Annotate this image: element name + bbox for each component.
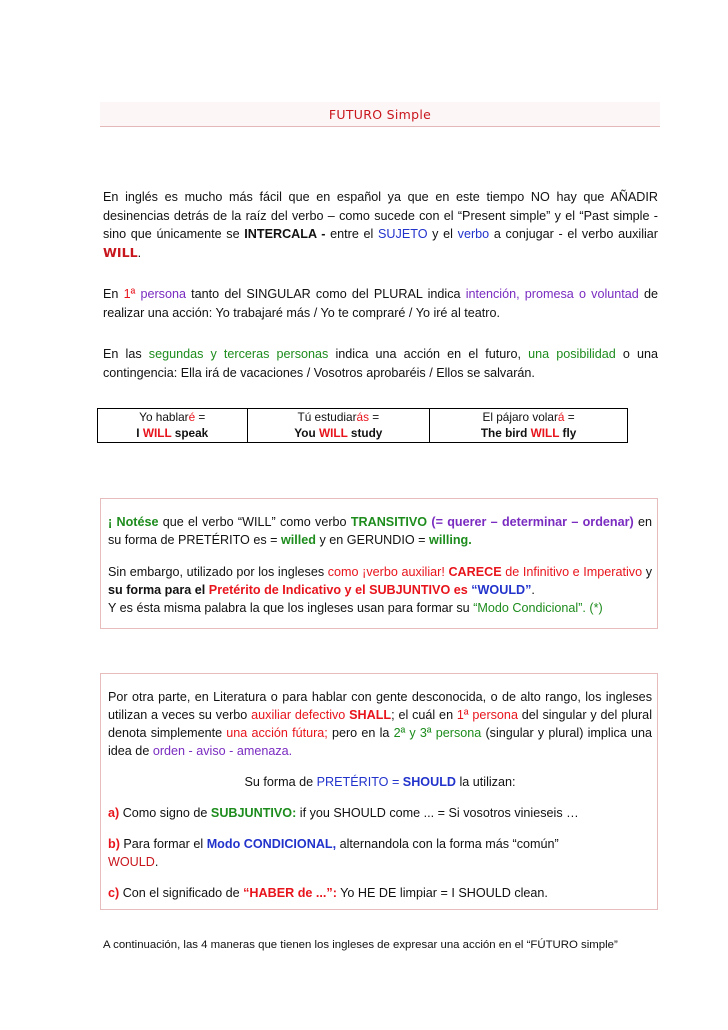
title-bar xyxy=(100,102,660,127)
first-person-paragraph: En 1ª persona tanto del SINGULAR como del PLURAL indica intención, promesa o voluntad de realizar una acción: Yo trabajaré más / Yo te compraré / Yo iré al teatro. xyxy=(103,287,658,320)
should-use-b: b) Para formar el Modo CONDICIONAL, alternandola con la forma más “común” WOULD. xyxy=(108,837,559,869)
second-third-person-paragraph: En las segundas y terceras personas indica una acción en el futuro, una posibilidad o una contingencia: Ella irá de vacaciones / Vosotros aprobaréis / Ellos se salvarán. xyxy=(103,347,659,380)
table-cell: El pájaro volará = The bird WILL fly xyxy=(430,409,628,443)
will-note-box xyxy=(100,498,658,629)
would-note: Sin embargo, utilizado por los ingleses como ¡verbo auxiliar! CARECE de Infinitivo e Imperativo y su forma para el Pretérito de Indicativo y el SUBJUNTIVO es “WOULD”. Y es ésta misma palabra la que los ingleses usan para formar su “Modo Condicional”. (*) xyxy=(108,565,652,615)
conjugation-table xyxy=(97,408,628,443)
table-cell: Tú estudiarás = You WILL study xyxy=(247,409,430,443)
should-use-a: a) Como signo de SUBJUNTIVO: if you SHOULD come ... = Si vosotros vinieseis … xyxy=(108,806,579,820)
page-title: FUTURO Simple xyxy=(328,107,432,122)
shall-paragraph: Por otra parte, en Literatura o para hablar con gente desconocida, o de alto rango, los ingleses utilizan a veces su verbo auxiliar defectivo SHALL; el cuál en 1ª persona del singular y del plural denota simplemente una acción fútura; pero en la 2ª y 3ª persona (singular y plural) implica una idea de orden - aviso - amenaza. xyxy=(108,690,652,758)
will-transitive-note: ¡ Notése que el verbo “WILL” como verbo TRANSITIVO (= querer – determinar – ordenar) en su forma de PRETÉRITO es = willed y en GERUNDIO = willing. xyxy=(108,515,652,547)
intro-paragraph: En inglés es mucho más fácil que en español ya que en este tiempo NO hay que AÑADIR desinencias detrás de la raíz del verbo – como sucede con el “Present simple” y el “Past simple - sino que únicamente se INTERCALA - entre el SUJETO y el verbo a conjugar - el verbo auxiliar WILL. xyxy=(103,190,658,260)
should-preterite-line: Su forma de PRETÉRITO = SHOULD la utilizan: xyxy=(244,775,516,789)
shall-note-box xyxy=(100,673,658,910)
footer-text: A continuación, las 4 maneras que tienen los ingleses de expresar una acción en el “FÚTURO simple” xyxy=(103,939,618,951)
table-cell: Yo hablaré = I WILL speak xyxy=(98,409,248,443)
should-use-c: c) Con el significado de “HABER de ...”: Yo HE DE limpiar = I SHOULD clean. xyxy=(108,886,548,900)
